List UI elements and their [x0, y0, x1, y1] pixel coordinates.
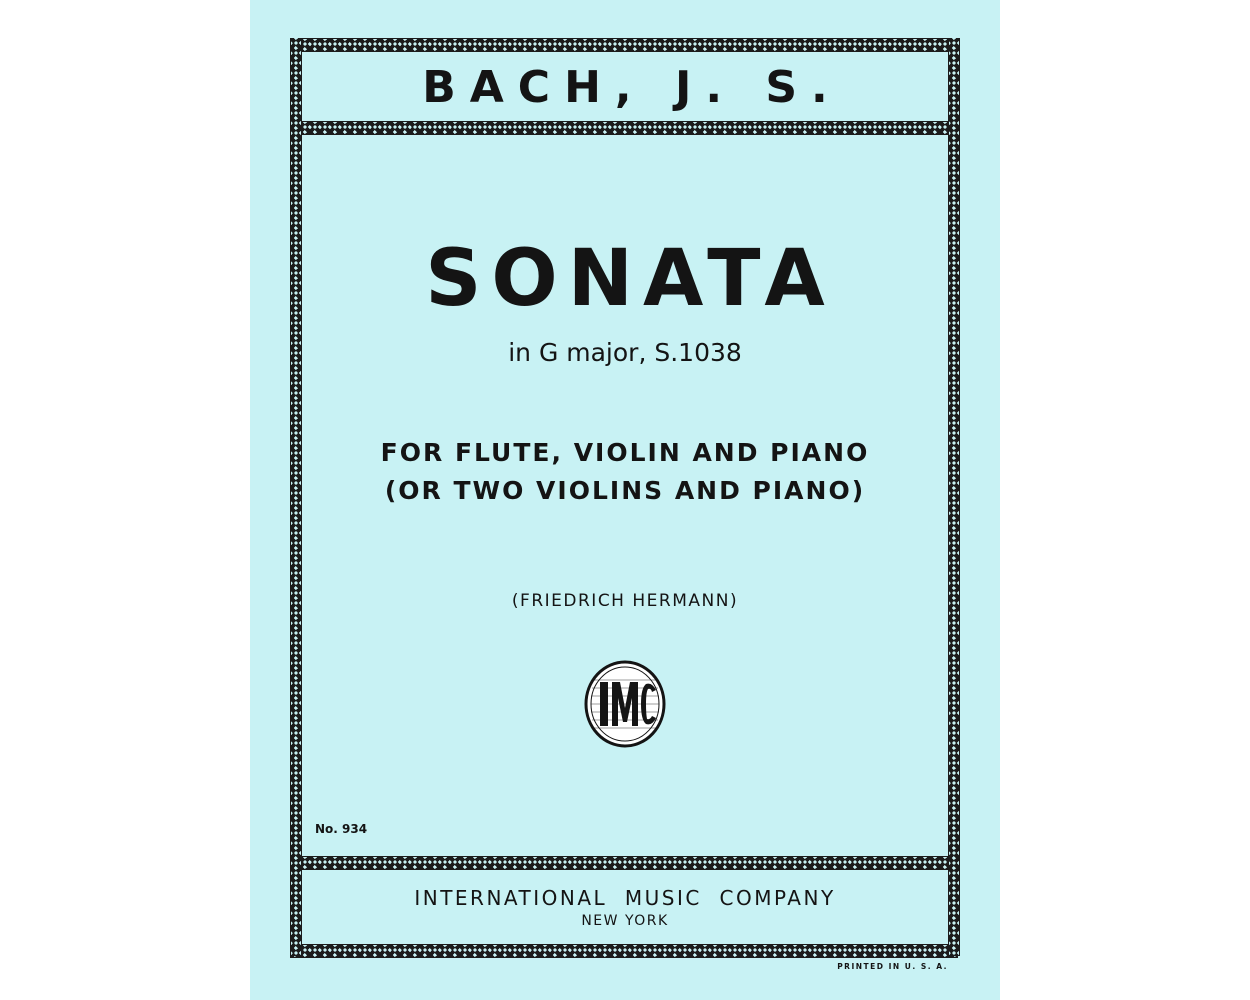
border-header-divider	[290, 121, 958, 135]
instrumentation-line-1: FOR FLUTE, VIOLIN AND PIANO	[380, 438, 870, 467]
work-subtitle: in G major, S.1038	[508, 338, 742, 367]
work-title: SONATA	[425, 234, 835, 324]
border-footer-divider	[290, 856, 958, 870]
border-bottom	[290, 944, 958, 958]
imc-logo-icon	[584, 660, 666, 748]
instrumentation-line-2: (OR TWO VIOLINS AND PIANO)	[384, 476, 866, 505]
border-top	[290, 38, 958, 52]
publisher-city: NEW YORK	[581, 913, 669, 929]
catalog-number: No. 934	[315, 822, 368, 836]
composer-name: BACH, J. S.	[422, 62, 842, 113]
sheet-music-cover	[250, 0, 1000, 1000]
editor-name: (FRIEDRICH HERMANN)	[511, 591, 739, 611]
printed-in-notice: PRINTED IN U. S. A.	[837, 962, 948, 971]
publisher-name: INTERNATIONAL MUSIC COMPANY	[414, 886, 836, 910]
